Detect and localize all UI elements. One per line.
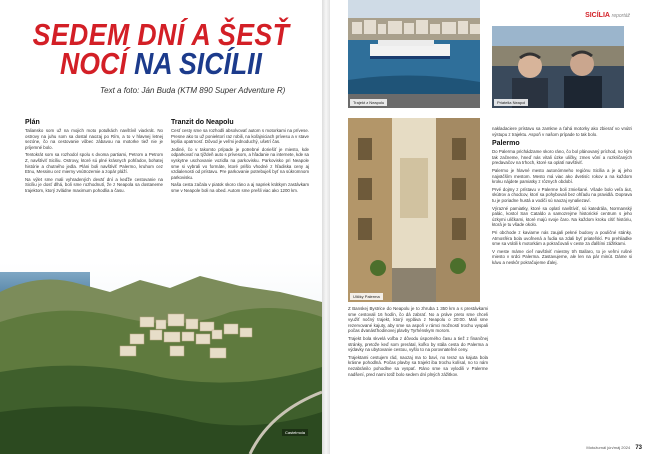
friends-photo	[492, 26, 624, 108]
hillside-town-illustration	[0, 262, 322, 454]
paragraph: Trajekt bola skvelá voľba z dôvodu úsporného času a tiež z finančnej stránky, pretože keď som prerátal, koľko by stála cesta do Palerma a výdavky na ubytovanie cestou, vyšlo to na porovnateľné ceny.	[348, 335, 488, 353]
paragraph: Na výlet sme mali vyhradených deväť dní a keďže cestovanie na Sicíliu je dosť dlhá, boli sme rozhodnutí, že z Neapola sa dostaneme trajektom, ktorý zvládne maximum pohodlia a času.	[25, 176, 163, 193]
paragraph: Výrazné pamiatky, ktoré sa oplatí navštíviť, sú katedrála, Normanský palác, kostol San Cataldo a samozrejme historické centrum s jeho úzkymi uličkami, ktoré majú svoje čaro. Na každom kroku cítiť históriu, ktorá je tu všade okolo.	[492, 205, 632, 228]
section-kind: reportáž	[611, 13, 630, 19]
ferry-photo	[348, 0, 480, 108]
harbor-illustration	[348, 0, 480, 108]
right-column-ferry	[348, 306, 488, 379]
paragraph: V meste máme cieľ navštíviť miestny trh Ballaro, to je veľmi rušné miesto v srdci Palerma. Zastavujeme, ale len na pár minút. Dáme si kávu a neskôr pokračujeme ďalej.	[492, 248, 632, 265]
page-gutter	[322, 0, 330, 454]
town-photo	[0, 262, 322, 454]
left-column-transit	[171, 118, 309, 196]
section-heading-transit: Tranzit do Neapolu	[171, 119, 234, 126]
article-title	[0, 17, 322, 81]
page-footer	[586, 445, 642, 451]
title-line2-b: NA SICÍLII	[134, 46, 262, 81]
right-column-palermo	[492, 126, 632, 267]
right-page	[330, 0, 650, 454]
paragraph: Cesť cesty sme sa rozhodli absolvovať autom s motorkami na prívese. Presne ako to už poniektorí raz robili, na koľajniciach prívesu a v stave lepšia opatrnosť. Dôvod je veľmi jednoduchý, ušetrí čas.	[171, 128, 309, 145]
paragraph: Palermo je hlavné mesto autonómneho regiónu Sicília a je aj jeho najväčším mestom. Mesto má viac ako dvetisíc rokov a na každom kroku nájdete pamiatky z rôznych období.	[492, 167, 632, 185]
magazine-name: Motožurnál	[586, 445, 607, 450]
paragraph: Prvé dojmy z prístavu v Palerme boli zmiešané. Všade bolo veľa áut, skútrov a chodcov, ktorí sa pohybovali bez ohľadu na pravidlá. Doprava tu je poriadne hustá a vodiči sú naozaj vynaliezaví.	[492, 186, 632, 203]
paragraph: Jediné, čo v takomto prípade je potrebné doriešiť je miesto, kde odparkovať na týždeň auto s prívesom, a hľadanie na internete, kde sa vyskytne uschovanie vozidla na parkovisku. Parkovisko pri Neapole sme si vybrali vo formáte, ktoré prišlo vhodné z hľadiska ceny aj vzdialenosti od prístavu. Pre parkovanie potrebuješ byť na súkromnom parkovisku.	[171, 146, 309, 180]
narrow-street-illustration	[348, 118, 480, 302]
paragraph: Tentokrát som sa rozhodol spolu s dvoma partiami, Petrom a Petrom Z, navštíviť Sicíliu. Ostrovy, ktoré sú plné krásnych pohľadov, bohatej histórie a chutného jedla. Pláni boli navštíviť Palermo, kruhom cez Etnu, Messinu cez mierny vnútrozemie a zopár pláží.	[25, 152, 163, 175]
paragraph-intro: nakladaciere prístavu sa zamkne a ťahá motorky ako zbierať vo vnútri výstupu z trajektu. Aspoň v našom prípade to tak bolo.	[492, 126, 632, 137]
ferry-photo-caption: Trajekt z Neapolu	[350, 99, 387, 106]
street-photo	[348, 118, 480, 302]
riders-illustration	[492, 26, 624, 108]
title-line2	[23, 46, 300, 81]
paragraph: Z Banskej Bystrice do Neapolu je to zhruba 1 350 km a s prestávkami sme cestovali 16 hodín, čo dá zabrať. No a práve preto sme chceli využiť nočný trajekt, ktorý vypláva z Neapolu o 20:00. Mali sme rezervované kajuty, aby sme sa aspoň v rámci možností trochu vyspali počas dvanásťhodinovej plavby Tyrhénskym morom.	[348, 306, 488, 334]
issue-date: jún/máj 2024	[607, 445, 631, 450]
left-column-plan	[25, 118, 163, 196]
title-line1: SEDEM DNÍ A ŠESŤ	[32, 17, 290, 52]
section-name: SICÍLIA	[585, 12, 610, 19]
friends-photo-caption: Priatelia Neapol	[494, 99, 528, 106]
paragraph: Pri obchode z kaviarne nás zaujali pekné budovy a pouličné stánky. Atmosféra bola uvoľnená a ľudia sa zdali byť priateľskí. Po prehliadke sme sa vrátili k motorkám a pokračovali v ceste za ďalšími zážitkami.	[492, 229, 632, 247]
paragraph: Naša cesta začala v piatok skoro ráno a aj napriek krátkym zastávkam sme v Neapole boli na obed. Autom sme prešli viac ako 1200 km.	[171, 182, 309, 193]
paragraph: Taliansko som už na mojich moto potulkách navštívil viackrát. No ostrovy na juhu som sa dostal naozaj po Rím, a to v hlavnej letnej sezóne, čo na cestovanie vôbec zábavou na motorke tiež nie je príjemné bolo.	[25, 128, 163, 150]
street-photo-caption: Uličky Palerma	[350, 293, 383, 300]
town-photo-caption: Castelmola	[282, 429, 308, 436]
section-heading-palermo: Palermo	[492, 140, 520, 148]
section-heading-plan: Plán	[25, 119, 40, 126]
paragraph: Trajektami cestujem rád, naozaj ma to baví, no teraz sa kajuta bola krásne pohodlná. Počas plavby sa trajekt iba trochu kolísal, no to nám nezabránilo pohodlne sa vyspať. Ráno sme sa vylodili v Palerme nadšení, pred nami totiž bolo sedem dní plných zážitkov.	[348, 354, 488, 377]
page-number: 73	[635, 445, 642, 451]
left-page	[0, 0, 322, 454]
section-tag	[585, 12, 630, 19]
paragraph: Do Palerma prichádzame skoro ráno, čo bol plánovaný príchod, no kým tak začneme, hneď nás vítali úzke uličky, zmes vôní a rozkričaných predavačov na trhoch, ktoré sa oplatí navštíviť.	[492, 149, 632, 166]
title-line2-a: NOCÍ	[60, 46, 135, 81]
byline: Text a foto: Ján Buda (KTM 890 Super Adventure R)	[100, 86, 286, 95]
